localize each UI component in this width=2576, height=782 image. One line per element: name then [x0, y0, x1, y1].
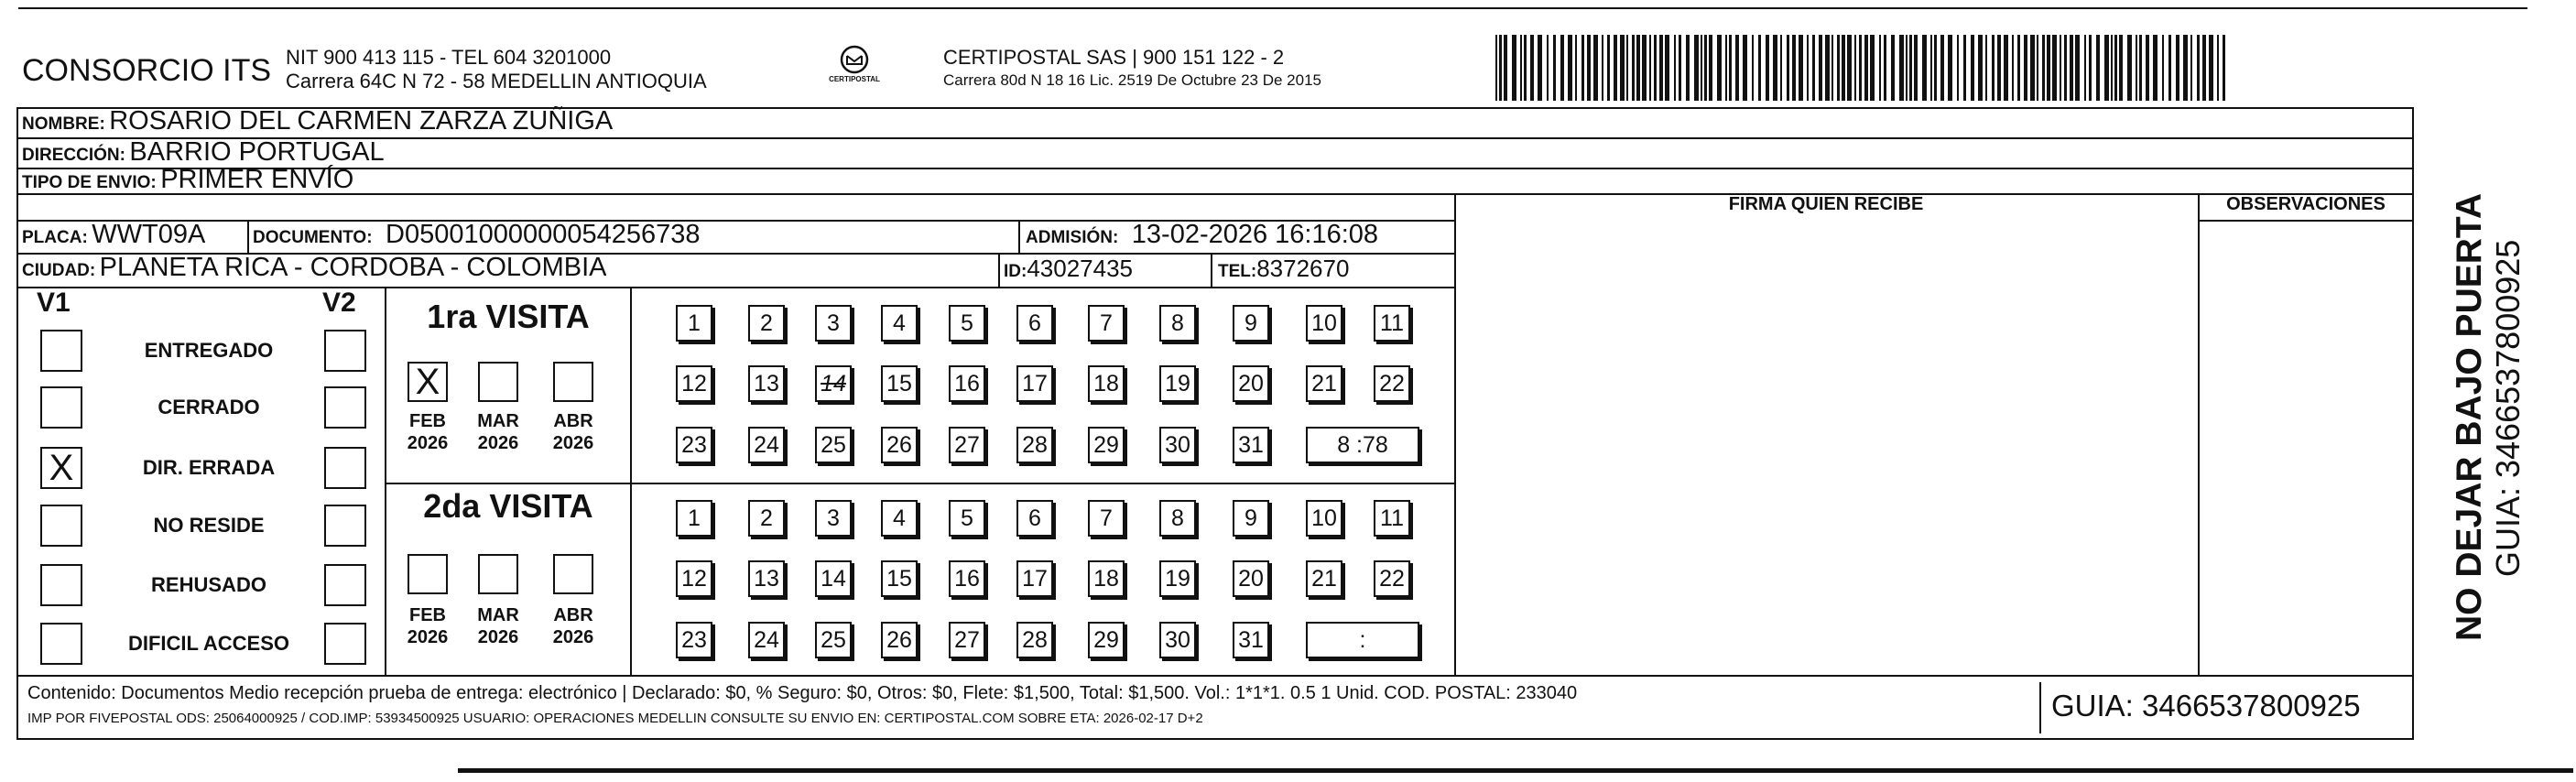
- barcode-bar: [1626, 35, 1628, 101]
- month-year: 2026: [552, 627, 594, 647]
- barcode-bar: [1891, 35, 1895, 101]
- visit1-title: 1ra VISITA: [427, 298, 590, 335]
- month-name: MAR: [477, 605, 519, 625]
- barcode-bar: [2217, 35, 2219, 101]
- direccion-label: DIRECCIÓN:: [22, 146, 125, 165]
- barcode-bar: [1499, 35, 1502, 101]
- barcode-bar: [1978, 35, 1983, 101]
- v2-checkbox[interactable]: [324, 623, 366, 665]
- col-line: [2039, 682, 2041, 733]
- month-label: [400, 604, 455, 648]
- day-box[interactable]: 27: [949, 622, 985, 658]
- day-box[interactable]: 21: [1306, 365, 1342, 402]
- barcode-bar: [1729, 35, 1732, 101]
- barcode-bar: [2064, 35, 2067, 101]
- day-box[interactable]: 9: [1233, 305, 1269, 342]
- id-cell: [1004, 255, 1133, 283]
- day-box[interactable]: 3: [815, 305, 852, 342]
- barcode-bar: [1864, 35, 1868, 101]
- v2-label: V2: [322, 288, 356, 318]
- barcode-bar: [2183, 35, 2188, 101]
- day-box[interactable]: 28: [1016, 427, 1053, 463]
- barcode-bar: [1831, 35, 1833, 101]
- barcode-bar: [2223, 35, 2225, 101]
- check-mark: X: [415, 362, 440, 402]
- v1-checkbox[interactable]: [40, 564, 82, 606]
- barcode-bar: [1847, 35, 1852, 101]
- day-box[interactable]: 31: [1233, 427, 1269, 463]
- barcode-bar: [2162, 35, 2164, 101]
- barcode-bar: [2139, 35, 2142, 101]
- barcode-bar: [1971, 35, 1974, 101]
- day-box[interactable]: 16: [949, 365, 985, 402]
- barcode-bar: [2119, 35, 2123, 101]
- barcode-bar: [1620, 35, 1625, 101]
- observaciones-label: OBSERVACIONES: [2226, 194, 2386, 214]
- day-box[interactable]: 20: [1233, 560, 1269, 597]
- logo-text: CERTIPOSTAL: [829, 75, 880, 83]
- month-label: [471, 604, 526, 648]
- admision-value: 13-02-2026 16:16:08: [1131, 220, 1379, 249]
- barcode-bar: [2017, 35, 2020, 101]
- day-box[interactable]: 19: [1159, 560, 1196, 597]
- day-box[interactable]: 30: [1159, 622, 1196, 658]
- barcode-bar: [2209, 35, 2213, 101]
- day-box[interactable]: 22: [1374, 365, 1410, 402]
- nombre-label: NOMBRE:: [22, 114, 105, 134]
- row-line: [16, 168, 2414, 169]
- barcode-bar: [1717, 35, 1722, 101]
- day-box[interactable]: 7: [1088, 500, 1125, 537]
- barcode-bar: [1538, 35, 1542, 101]
- month-checkbox[interactable]: [553, 362, 593, 402]
- barcode-bar: [1799, 35, 1803, 101]
- day-box[interactable]: 17: [1016, 365, 1053, 402]
- month-name: FEB: [409, 411, 446, 431]
- day-box[interactable]: 1: [676, 305, 712, 342]
- barcode-bar: [1520, 35, 1522, 101]
- time-box[interactable]: 8 :78: [1306, 427, 1419, 463]
- barcode-bar: [1504, 35, 1507, 101]
- barcode-bar: [1602, 35, 1603, 101]
- day-box[interactable]: 15: [881, 560, 918, 597]
- footer-guia: GUIA: 3466537800925: [2051, 689, 2361, 722]
- bottom-rule: [458, 768, 2573, 773]
- day-box[interactable]: 4: [881, 305, 918, 342]
- barcode-bar: [1825, 35, 1830, 101]
- day-box[interactable]: 25: [815, 622, 852, 658]
- day-box[interactable]: 1: [676, 500, 712, 537]
- month-label: [400, 410, 455, 454]
- barcode-bar: [2060, 35, 2061, 101]
- status-label: REHUSADO: [151, 573, 266, 596]
- barcode-bar: [1997, 35, 2001, 101]
- day-box[interactable]: 22: [1374, 560, 1410, 597]
- admision-cell: [1026, 220, 1378, 250]
- certipostal-logo: [818, 44, 891, 99]
- col-line: [630, 287, 632, 675]
- barcode-bar: [2012, 35, 2014, 101]
- day-box[interactable]: 27: [949, 427, 985, 463]
- barcode-bar: [2052, 35, 2057, 101]
- month-label: [546, 410, 601, 454]
- barcode-bar: [1560, 35, 1564, 101]
- day-box[interactable]: 21: [1306, 560, 1342, 597]
- day-box[interactable]: 10: [1306, 500, 1342, 537]
- day-box[interactable]: 19: [1159, 365, 1196, 402]
- day-box[interactable]: 20: [1233, 365, 1269, 402]
- envelope-circle-icon: [839, 44, 870, 75]
- day-box[interactable]: 2: [748, 500, 785, 537]
- barcode-bar: [1581, 35, 1584, 101]
- v2-checkbox[interactable]: [324, 505, 366, 547]
- barcode-bar: [1758, 35, 1761, 101]
- tel-cell: [1218, 255, 1349, 283]
- barcode-bar: [1642, 35, 1647, 101]
- day-box[interactable]: 8: [1159, 305, 1196, 342]
- documento-label: DOCUMENTO:: [253, 228, 373, 247]
- row-line: [16, 287, 1454, 288]
- company-name: CONSORCIO ITS: [22, 53, 272, 88]
- admision-label: ADMISIÓN:: [1026, 228, 1119, 247]
- day-box[interactable]: 25: [815, 427, 852, 463]
- barcode-bar: [1906, 35, 1908, 101]
- barcode-bar: [1735, 35, 1739, 101]
- col-line: [1211, 253, 1212, 287]
- month-name: ABR: [553, 411, 593, 431]
- barcode-bar: [1679, 35, 1681, 101]
- month-name: ABR: [553, 605, 593, 625]
- nit-line: NIT 900 413 115 - TEL 604 3201000: [286, 46, 612, 69]
- barcode-bar: [1837, 35, 1840, 101]
- address-line: Carrera 64C N 72 - 58 MEDELLIN ANTIOQUIA: [286, 70, 707, 92]
- day-box[interactable]: 3: [815, 500, 852, 537]
- documento-value: D05001000000054256738: [386, 220, 701, 249]
- tipo-row: [22, 165, 353, 195]
- v1-checkbox[interactable]: [40, 623, 82, 665]
- day-box[interactable]: 13: [748, 560, 785, 597]
- barcode-bar: [2030, 35, 2035, 101]
- day-box[interactable]: 13: [748, 365, 785, 402]
- barcode-bar: [1614, 35, 1617, 101]
- day-box[interactable]: 24: [748, 427, 785, 463]
- day-box[interactable]: 23: [676, 622, 712, 658]
- barcode-bar: [2084, 35, 2086, 101]
- status-label: CERRADO: [158, 396, 260, 418]
- day-box[interactable]: 15: [881, 365, 918, 402]
- barcode-bar: [1587, 35, 1591, 101]
- barcode-bar: [1607, 35, 1610, 101]
- barcode-bar: [1780, 35, 1782, 101]
- barcode-bar: [1842, 35, 1845, 101]
- status-label: NO RESIDE: [153, 514, 265, 537]
- day-box[interactable]: 26: [881, 622, 918, 658]
- col-line: [385, 287, 386, 675]
- footer-imp: IMP POR FIVEPOSTAL ODS: 25064000925 / COD.IMP: 53934500925 USUARIO: OPERACIONES MEDELLIN CONSULTE SU ENVIO EN: CERTIPOSTAL.COM SOBRE ETA: 2026-02-17 D+2: [27, 711, 1203, 726]
- barcode-bar: [1649, 35, 1651, 101]
- barcode-bar: [1725, 35, 1727, 101]
- barcode-bar: [2004, 35, 2008, 101]
- day-box[interactable]: 2: [748, 305, 785, 342]
- direccion-value: BARRIO PORTUGAL: [129, 137, 385, 167]
- barcode-bar: [1914, 35, 1918, 101]
- day-box[interactable]: 6: [1016, 305, 1053, 342]
- barcode-bar: [1854, 35, 1856, 101]
- footer-contenido: Contenido: Documentos Medio recepción prueba de entrega: electrónico | Declarado: $0, % Seguro: $0, Otros: $0, Flete: $1,500, Total: $1,500. Vol.: 1*1*1. 0.5 1 Unid. COD. POSTAL: 233040: [27, 683, 1578, 703]
- day-box[interactable]: 6: [1016, 500, 1053, 537]
- barcode-bar: [1884, 35, 1886, 101]
- barcode-bar: [1495, 35, 1497, 101]
- status-label: ENTREGADO: [144, 339, 274, 362]
- nombre-value: ROSARIO DEL CARMEN ZARZA ZUÑIGA: [109, 106, 614, 136]
- row-line: [16, 675, 2414, 677]
- barcode-bar: [2127, 35, 2132, 101]
- certipostal-address: Carrera 80d N 18 16 Lic. 2519 De Octubre 23 De 2015: [943, 71, 1321, 89]
- barcode-bar: [1752, 35, 1754, 101]
- day-box[interactable]: 29: [1088, 427, 1125, 463]
- day-box[interactable]: 29: [1088, 622, 1125, 658]
- barcode-bar: [1553, 35, 1556, 101]
- time-box[interactable]: :: [1306, 622, 1419, 658]
- ciudad-label: CIUDAD:: [22, 261, 96, 280]
- v1-checkbox[interactable]: [40, 447, 82, 489]
- barcode-bar: [2042, 35, 2045, 101]
- barcode-bar: [2047, 35, 2050, 101]
- day-box[interactable]: 17: [1016, 560, 1053, 597]
- barcode-bar: [1859, 35, 1862, 101]
- barcode-bar: [1632, 35, 1635, 101]
- firma-area[interactable]: [1456, 222, 2196, 674]
- day-box[interactable]: 7: [1088, 305, 1125, 342]
- id-value: 43027435: [1027, 255, 1134, 282]
- barcode-bar: [2153, 35, 2158, 101]
- barcode-bar: [1524, 35, 1527, 101]
- barcode-bar: [2037, 35, 2038, 101]
- v1-checkbox[interactable]: [40, 386, 82, 429]
- barcode-bar: [1575, 35, 1577, 101]
- barcode-bar: [1992, 35, 1994, 101]
- barcode-bar: [1930, 35, 1932, 101]
- barcode-bar: [2089, 35, 2092, 101]
- firma-label: FIRMA QUIEN RECIBE: [1728, 194, 1924, 214]
- barcode-bar: [2096, 35, 2100, 101]
- tipo-label: TIPO DE ENVIO:: [22, 173, 157, 192]
- day-box[interactable]: 26: [881, 427, 918, 463]
- barcode-bar: [1593, 35, 1598, 101]
- tel-value: 8372670: [1256, 255, 1350, 282]
- month-name: FEB: [409, 605, 446, 625]
- top-rule: [18, 7, 2527, 9]
- barcode-bar: [2114, 35, 2117, 101]
- barcode-bar: [1743, 35, 1747, 101]
- status-label: DIFICIL ACCESO: [127, 632, 289, 655]
- nombre-row: [22, 106, 613, 136]
- visit2-title: 2da VISITA: [423, 487, 593, 525]
- barcode-bar: [2104, 35, 2109, 101]
- col-line: [998, 253, 1000, 287]
- barcode-bar: [1792, 35, 1796, 101]
- barcode-bar: [1922, 35, 1927, 101]
- month-year: 2026: [477, 433, 519, 453]
- month-checkbox[interactable]: [408, 554, 448, 594]
- barcode-bar: [1636, 35, 1640, 101]
- day-box[interactable]: 11: [1374, 305, 1410, 342]
- month-checkbox[interactable]: [408, 362, 448, 402]
- barcode-bar: [1899, 35, 1904, 101]
- barcode-bar: [2176, 35, 2179, 101]
- barcode-bar: [2024, 35, 2027, 101]
- v1-checkbox[interactable]: [40, 330, 82, 372]
- day-box[interactable]: 14: [815, 560, 852, 597]
- certipostal-line: CERTIPOSTAL SAS | 900 151 122 - 2: [943, 46, 1285, 69]
- ciudad-cell: [22, 253, 606, 283]
- barcode-bar: [1674, 35, 1676, 101]
- v2-checkbox[interactable]: [324, 386, 366, 429]
- placa-cell: [22, 220, 205, 250]
- barcode-bar: [2197, 35, 2200, 101]
- month-checkbox[interactable]: [478, 554, 518, 594]
- day-box[interactable]: 28: [1016, 622, 1053, 658]
- barcode-bar: [1709, 35, 1712, 101]
- no-dejar-bajo-puerta: NO DEJAR BAJO PUERTA: [2450, 192, 2489, 641]
- barcode-bar: [2070, 35, 2073, 101]
- v1-label: V1: [37, 288, 71, 318]
- check-mark: X: [49, 448, 74, 488]
- barcode-bar: [2136, 35, 2137, 101]
- day-box[interactable]: 30: [1159, 427, 1196, 463]
- placa-label: PLACA:: [22, 228, 88, 247]
- day-box[interactable]: 4: [881, 500, 918, 537]
- day-box[interactable]: 10: [1306, 305, 1342, 342]
- day-box[interactable]: 18: [1088, 560, 1125, 597]
- month-year: 2026: [407, 627, 449, 647]
- tel-label: TEL:: [1218, 262, 1257, 281]
- barcode-bar: [1701, 35, 1702, 101]
- day-box[interactable]: 24: [748, 622, 785, 658]
- placa-value: WWT09A: [92, 220, 206, 249]
- month-year: 2026: [552, 433, 594, 453]
- tipo-value: PRIMER ENVÍO: [160, 165, 354, 194]
- month-year: 2026: [407, 433, 449, 453]
- documento-cell: [253, 220, 701, 250]
- side-guia: GUIA: 3466537800925: [2489, 239, 2527, 577]
- direccion-row: [22, 137, 385, 168]
- col-line: [1018, 220, 1020, 253]
- v2-checkbox[interactable]: [324, 330, 366, 372]
- barcode-bar: [2111, 35, 2113, 101]
- barcode-bar: [1766, 35, 1769, 101]
- barcode-bar: [1948, 35, 1952, 101]
- month-label: [471, 410, 526, 454]
- day-box[interactable]: 5: [949, 500, 985, 537]
- v1-checkbox[interactable]: [40, 505, 82, 547]
- month-checkbox[interactable]: [478, 362, 518, 402]
- barcode-bar: [1909, 35, 1912, 101]
- barcode-bar: [1812, 35, 1815, 101]
- barcode-bar: [1963, 35, 1966, 101]
- barcode: [1495, 35, 2228, 101]
- day-box[interactable]: 12: [676, 365, 712, 402]
- day-box[interactable]: 5: [949, 305, 985, 342]
- barcode-bar: [1704, 35, 1707, 101]
- barcode-bar: [1940, 35, 1944, 101]
- barcode-bar: [1787, 35, 1789, 101]
- barcode-bar: [1694, 35, 1699, 101]
- day-box[interactable]: 8: [1159, 500, 1196, 537]
- row-line: [385, 483, 1454, 484]
- barcode-bar: [1819, 35, 1822, 101]
- barcode-bar: [1512, 35, 1516, 101]
- day-box[interactable]: 11: [1374, 500, 1410, 537]
- barcode-bar: [1807, 35, 1809, 101]
- month-label: [546, 604, 601, 648]
- day-box[interactable]: 12: [676, 560, 712, 597]
- barcode-bar: [1985, 35, 1987, 101]
- status-label: DIR. ERRADA: [142, 456, 276, 479]
- month-name: MAR: [477, 411, 519, 431]
- day-box[interactable]: 16: [949, 560, 985, 597]
- barcode-bar: [2168, 35, 2171, 101]
- v2-checkbox[interactable]: [324, 447, 366, 489]
- barcode-bar: [1659, 35, 1663, 101]
- day-box[interactable]: 9: [1233, 500, 1269, 537]
- day-box[interactable]: 31: [1233, 622, 1269, 658]
- id-label: ID:: [1004, 262, 1027, 281]
- barcode-bar: [2146, 35, 2149, 101]
- day-box[interactable]: 18: [1088, 365, 1125, 402]
- month-checkbox[interactable]: [553, 554, 593, 594]
- barcode-bar: [1547, 35, 1549, 101]
- barcode-bar: [1957, 35, 1959, 101]
- v2-checkbox[interactable]: [324, 564, 366, 606]
- month-year: 2026: [477, 627, 519, 647]
- barcode-bar: [1934, 35, 1937, 101]
- barcode-bar: [1879, 35, 1881, 101]
- barcode-bar: [2075, 35, 2080, 101]
- barcode-bar: [1773, 35, 1777, 101]
- barcode-bar: [2202, 35, 2206, 101]
- ciudad-value: PLANETA RICA - CORDOBA - COLOMBIA: [99, 253, 607, 282]
- barcode-bar: [1665, 35, 1669, 101]
- barcode-bar: [1568, 35, 1572, 101]
- day-box[interactable]: 14: [815, 365, 852, 402]
- col-line: [247, 220, 249, 253]
- barcode-bar: [1686, 35, 1690, 101]
- day-box[interactable]: 23: [676, 427, 712, 463]
- barcode-bar: [1870, 35, 1875, 101]
- barcode-bar: [1654, 35, 1657, 101]
- observaciones-area[interactable]: [2200, 222, 2412, 674]
- barcode-bar: [1530, 35, 1534, 101]
- barcode-bar: [2190, 35, 2192, 101]
